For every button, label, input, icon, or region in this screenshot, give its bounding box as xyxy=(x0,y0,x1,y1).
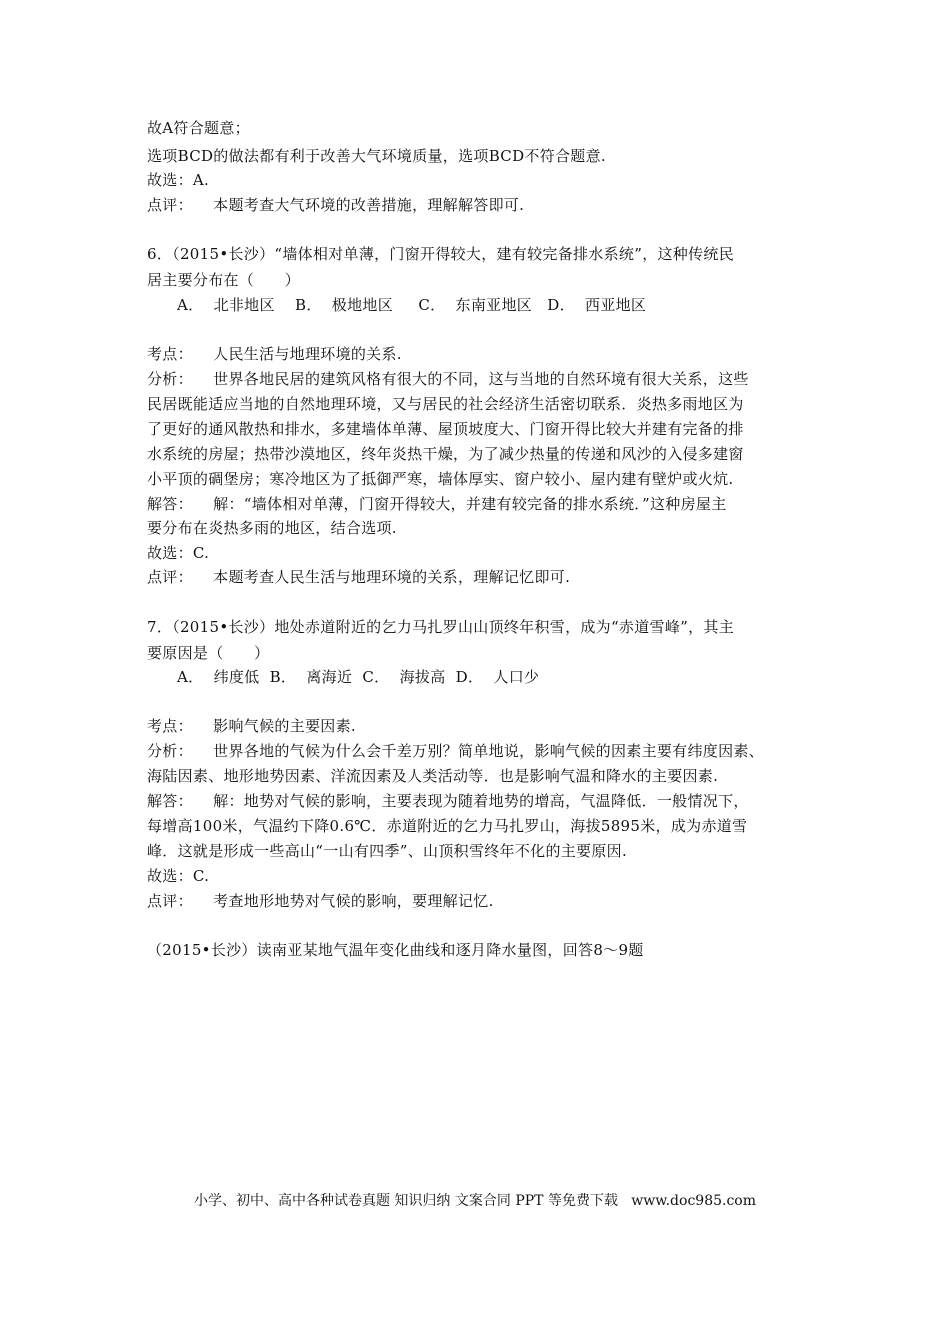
text-line: 海陆因素、地形地势因素、洋流因素及人类活动等．也是影响气温和降水的主要因素. xyxy=(147,767,719,785)
question-6-stem: 6．（2015•长沙）“墙体相对单薄，门窗开得较大，建有较完备排水系统”，这种传统民 xyxy=(147,245,735,263)
text-line: 点评： 本题考查人民生活与地理环境的关系，理解记忆即可. xyxy=(147,568,571,586)
text-line: 了更好的通风散热和排水，多建墙体单薄、屋顶坡度大、门窗开得比较大并建有完备的排 xyxy=(147,420,744,438)
page-footer: 小学、初中、高中各种试卷真题 知识归纳 文案合同 PPT 等免费下载 www.doc985.com xyxy=(193,1193,756,1209)
text-line: 选项BCD的做法都有利于改善大气环境质量，选项BCD不符合题意. xyxy=(147,147,606,165)
text-line: 考点： 影响气候的主要因素. xyxy=(147,717,356,735)
text-line: 解答： 解：“墙体相对单薄，门窗开得较大，并建有较完备的排水系统．”这种房屋主 xyxy=(147,495,727,513)
question-7-stem: 要原因是（ ） xyxy=(147,644,270,662)
text-line: 点评： 考查地形地势对气候的影响，要理解记忆. xyxy=(147,892,494,910)
text-line: 解答： 解：地势对气候的影响，主要表现为随着地势的增高，气温降低．一般情况下， xyxy=(147,792,749,810)
text-line: 故A符合题意； xyxy=(147,119,250,137)
questions-8-9-intro: （2015•长沙）读南亚某地气温年变化曲线和逐月降水量图，回答8～9题 xyxy=(147,941,644,959)
text-line: 考点： 人民生活与地理环境的关系. xyxy=(147,345,402,363)
text-line: 故选：C. xyxy=(147,867,210,885)
question-6-options: A． 北非地区 B． 极地地区 C． 东南亚地区 D． 西亚地区 xyxy=(177,296,647,314)
text-line: 民居既能适应当地的自然地理环境，又与居民的社会经济生活密切联系．炎热多雨地区为 xyxy=(147,395,744,413)
question-7-options: A． 纬度低 B． 离海近 C． 海拔高 D． 人口少 xyxy=(177,668,540,686)
text-line: 要分布在炎热多雨的地区，结合选项. xyxy=(147,519,397,537)
question-7-stem: 7．（2015•长沙）地处赤道附近的乞力马扎罗山山顶终年积雪，成为“赤道雪峰”，其主 xyxy=(147,618,735,636)
text-line: 点评： 本题考查大气环境的改善措施，理解解答即可. xyxy=(147,196,525,214)
text-line: 分析： 世界各地的气候为什么会千差万别？简单地说，影响气候的因素主要有纬度因素、 xyxy=(147,742,764,760)
text-line: 峰．这就是形成一些高山“一山有四季”、山顶积雪终年不化的主要原因. xyxy=(147,842,628,860)
text-line: 故选：C. xyxy=(147,544,210,562)
text-line: 每增高100米，气温约下降0.6℃．赤道附近的乞力马扎罗山，海拔5895米，成为赤道雪 xyxy=(147,817,748,835)
text-line: 分析： 世界各地民居的建筑风格有很大的不同，这与当地的自然环境有很大关系，这些 xyxy=(147,370,749,388)
text-line: 小平顶的碉堡房；寒冷地区为了抵御严寒，墙体厚实、窗户较小、屋内建有壁炉或火炕. xyxy=(147,470,734,488)
text-line: 故选：A. xyxy=(147,171,210,189)
text-line: 水系统的房屋；热带沙漠地区，终年炎热干燥，为了减少热量的传递和风沙的入侵多建窗 xyxy=(147,445,744,463)
question-6-stem: 居主要分布在（ ） xyxy=(147,271,301,289)
